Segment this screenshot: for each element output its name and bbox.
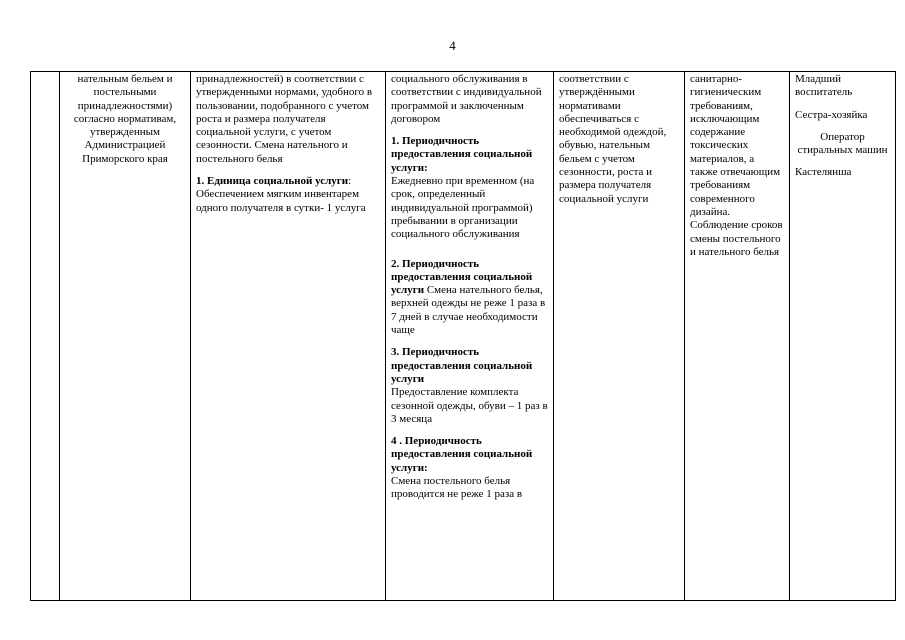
service-content-text: принадлежностей) в соответствии с утвержденными нормами, удобного в пользовании, подобранного с учетом роста и размера получателя социальной услуги, с учетом сезонности. Смена нательного и постельного белья [196, 73, 373, 165]
table-cell-periodicity [386, 72, 554, 601]
service-unit-text: Обеспечением мягким инвентарем одного получателя в сутки- 1 услуга [196, 188, 366, 214]
table-cell-service-content [191, 72, 386, 601]
staff-item: Кастелянша [795, 166, 852, 179]
table-cell-staff [790, 72, 896, 601]
periodicity-heading-3: 3. Периодичность предоставления социальной услуги [391, 346, 533, 385]
staff-item: Оператор стиральных машин [797, 130, 888, 157]
periodicity-heading-4: 4 . Периодичность предоставления социальной услуги: [391, 435, 533, 474]
service-unit-block [196, 175, 380, 188]
periodicity-block-2 [391, 258, 548, 338]
periodicity-text-4: Смена постельного белья проводится не реже 1 раза в [391, 475, 523, 501]
periodicity-heading-1: 1. Периодичность предоставления социальной услуги: [391, 135, 533, 174]
periodicity-text-1: Ежедневно при временном (на срок, определенный индивидуальной программой) пребывании в организации социального обслуживания [391, 175, 535, 241]
table-cell-conditions [554, 72, 685, 601]
service-unit-colon: : [348, 175, 352, 188]
periodicity-heading-2: 2. Периодичность предоставления социальной услуги [391, 257, 533, 297]
table-cell-service-description [60, 72, 191, 601]
conditions-text: соответствии с утверждёнными нормативами обеспечиваться с необходимой одеждой, обувью, нательным бельем с учетом сезонности, роста и размера получателя социальной услуги [559, 73, 667, 205]
quality-requirements-text: санитарно-гигиеническим требованиям, исключающим содержание токсических материалов, а также отвечающим требованиям современного дизайна. Соблюдение сроков смены постельного и нательного белья [690, 73, 783, 258]
table-cell-quality-requirements [685, 72, 790, 601]
periodicity-intro: социального обслуживания в соответствии с индивидуальной программой и заключенным договором [391, 73, 542, 125]
services-table [30, 71, 896, 601]
table-row [31, 72, 896, 601]
table-cell-number [31, 72, 60, 601]
page-number: 4 [449, 38, 456, 53]
service-description-text: нательным бельем и постельными принадлежностями) согласно нормативам, утвержденным Администрацией Приморского края [73, 73, 177, 165]
staff-item: Сестра-хозяйка [795, 108, 868, 121]
staff-item: Младший воспитатель [795, 73, 853, 99]
periodicity-text-2: Смена нательного белья, верхней одежды не реже 1 раза в 7 дней в случае необходимости чаще [391, 284, 546, 337]
periodicity-text-3: Предоставление комплекта сезонной одежды, обуви – 1 раз в 3 месяца [391, 386, 548, 425]
service-unit-heading: 1. Единица социальной услуги [196, 175, 349, 188]
